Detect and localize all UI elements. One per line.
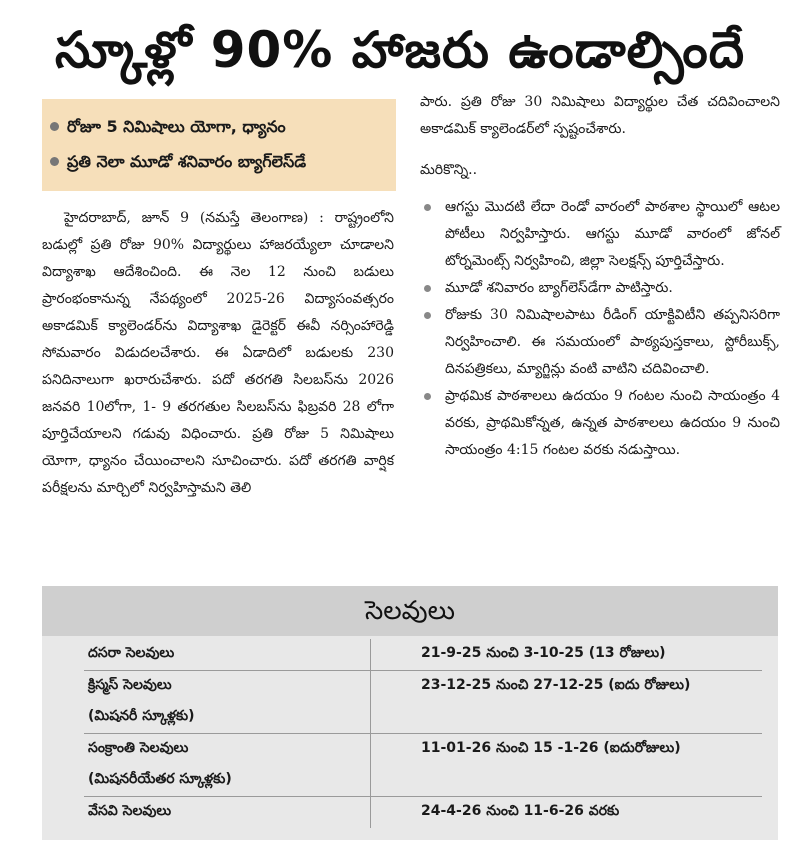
holiday-name: దసరా సెలవులు bbox=[88, 645, 175, 661]
highlight-item bbox=[50, 109, 388, 144]
bullet-icon bbox=[424, 393, 431, 400]
holiday-name: క్రిస్మస్ సెలవులు bbox=[84, 671, 371, 703]
bullet-icon bbox=[424, 312, 431, 319]
article-body-right: పారు. ప్రతి రోజు 30 నిమిషాలు విద్యార్థుల చేత చదివించాలని అకాడమిక్ క్యాలెండర్‌లో స్పష్టంచేశారు. bbox=[420, 94, 780, 137]
highlight-text: ప్రతి నెలా మూడో శనివారం బ్యాగ్‌లెస్‌డే bbox=[67, 152, 307, 171]
article-right-column bbox=[420, 89, 780, 464]
list-item bbox=[420, 383, 780, 464]
table-row bbox=[84, 797, 762, 829]
holidays-title: సెలవులు bbox=[42, 586, 778, 636]
list-item-text: ఆగస్టు మొదటి లేదా రెండో వారంలో పాఠశాల స్థాయిలో ఆటల పోటీలు నిర్వహిస్తారు. ఆగస్టు మూడో వారంలో జోనల్ టోర్నమెంట్స్ నిర్వహించి, జిల్లా సెలక్షన్స్ పూర్తిచేస్తారు. bbox=[445, 199, 780, 269]
table-row bbox=[84, 639, 762, 671]
list-item-text: మూడో శనివారం బ్యాగ్‌లెస్‌డేగా పాటిస్తారు. bbox=[445, 280, 673, 296]
bullet-icon bbox=[50, 157, 59, 166]
bullet-icon bbox=[424, 204, 431, 211]
list-item-text: రోజుకు 30 నిమిషాలపాటు రీడింగ్ యాక్టివిటీని తప్పనిసరిగా నిర్వహించాలి. ఈ సమయంలో పాఠ్యపుస్తకాలు, స్టోరీబుక్స్, దినపత్రికలు, మ్యాగ్జిన్లు వంటి వాటిని చదివించాలి. bbox=[445, 307, 780, 377]
list-item bbox=[420, 275, 780, 302]
highlights-box bbox=[42, 99, 396, 191]
highlight-text: రోజూ 5 నిమిషాలు యోగా, ధ్యానం bbox=[67, 117, 286, 136]
article-left-column bbox=[42, 205, 394, 502]
holiday-name: (మిషనరీయేతర స్కూళ్లకు) bbox=[88, 771, 232, 787]
holiday-dates: 11-01-26 నుంచి 15 -1-26 (ఐదురోజులు) bbox=[371, 734, 763, 766]
holiday-name: (మిషనరీ స్కూళ్లకు) bbox=[88, 708, 195, 724]
highlight-item bbox=[50, 144, 388, 179]
holiday-name: వేసవి సెలవులు bbox=[84, 797, 371, 829]
bullet-icon bbox=[424, 285, 431, 292]
list-item bbox=[420, 302, 780, 383]
section-subhead: మరికొన్ని.. bbox=[420, 162, 478, 178]
holiday-name: సంక్రాంతి సెలవులు bbox=[84, 734, 371, 766]
table-row bbox=[84, 765, 762, 797]
bullet-icon bbox=[50, 122, 59, 131]
table-row bbox=[84, 671, 762, 703]
list-item-text: ప్రాథమిక పాఠశాలలు ఉదయం 9 గంటల నుంచి సాయంత్రం 4 వరకు, ప్రాథమికోన్నత, ఉన్నత పాఠశాలలు ఉదయం 9 నుంచి సాయంత్రం 4:15 గంటల వరకు నడుస్తాయి. bbox=[445, 388, 780, 458]
list-item bbox=[420, 194, 780, 275]
headline: స్కూళ్లో 90% హాజరు ఉండాల్సిందే bbox=[54, 21, 746, 79]
holiday-dates: 23-12-25 నుంచి 27-12-25 (ఐదు రోజులు) bbox=[371, 671, 763, 703]
holidays-table bbox=[84, 639, 762, 828]
article-body-left: హైదరాబాద్, జూన్ 9 (నమస్తే తెలంగాణ) : రాష్ట్రంలోని బడుల్లో ప్రతి రోజు 90% విద్యార్థులు హాజరయ్యేలా చూడాలని విద్యాశాఖ ఆదేశించింది. ఈ నెల 12 నుంచి బడులు ప్రారంభంకానున్న నేపథ్యంలో 2025-26 విద్యాసంవత్సరం అకాడమిక్ క్యాలెండర్‌ను విద్యాశాఖ డైరెక్టర్ ఈవీ నర్సింహారెడ్డి సోమవారం విడుదలచేశారు. ఈ ఏడాదిలో బడులకు 230 పనిదినాలుగా ఖరారుచేశారు. పదో తరగతి సిలబస్‌ను 2026 జనవరి 10లోగా, 1- 9 తరగతుల సిలబస్‌ను ఫిబ్రవరి 28 లోగా పూర్తిచేయాలని గడువు విధించారు. ప్రతి రోజు 5 నిమిషాలు యోగా, ధ్యానం చేయించాలని సూచించారు. పదో తరగతి వార్షిక పరీక్షలను మార్చిలో నిర్వహిస్తామని తెలి bbox=[42, 210, 394, 496]
table-row bbox=[84, 734, 762, 766]
table-row bbox=[84, 702, 762, 734]
holiday-dates bbox=[371, 702, 763, 734]
holiday-dates: 24-4-26 నుంచి 11-6-26 వరకు bbox=[371, 797, 763, 829]
holidays-box bbox=[42, 586, 778, 840]
holiday-dates bbox=[371, 765, 763, 797]
holiday-dates: 21-9-25 నుంచి 3-10-25 (13 రోజులు) bbox=[371, 639, 763, 671]
